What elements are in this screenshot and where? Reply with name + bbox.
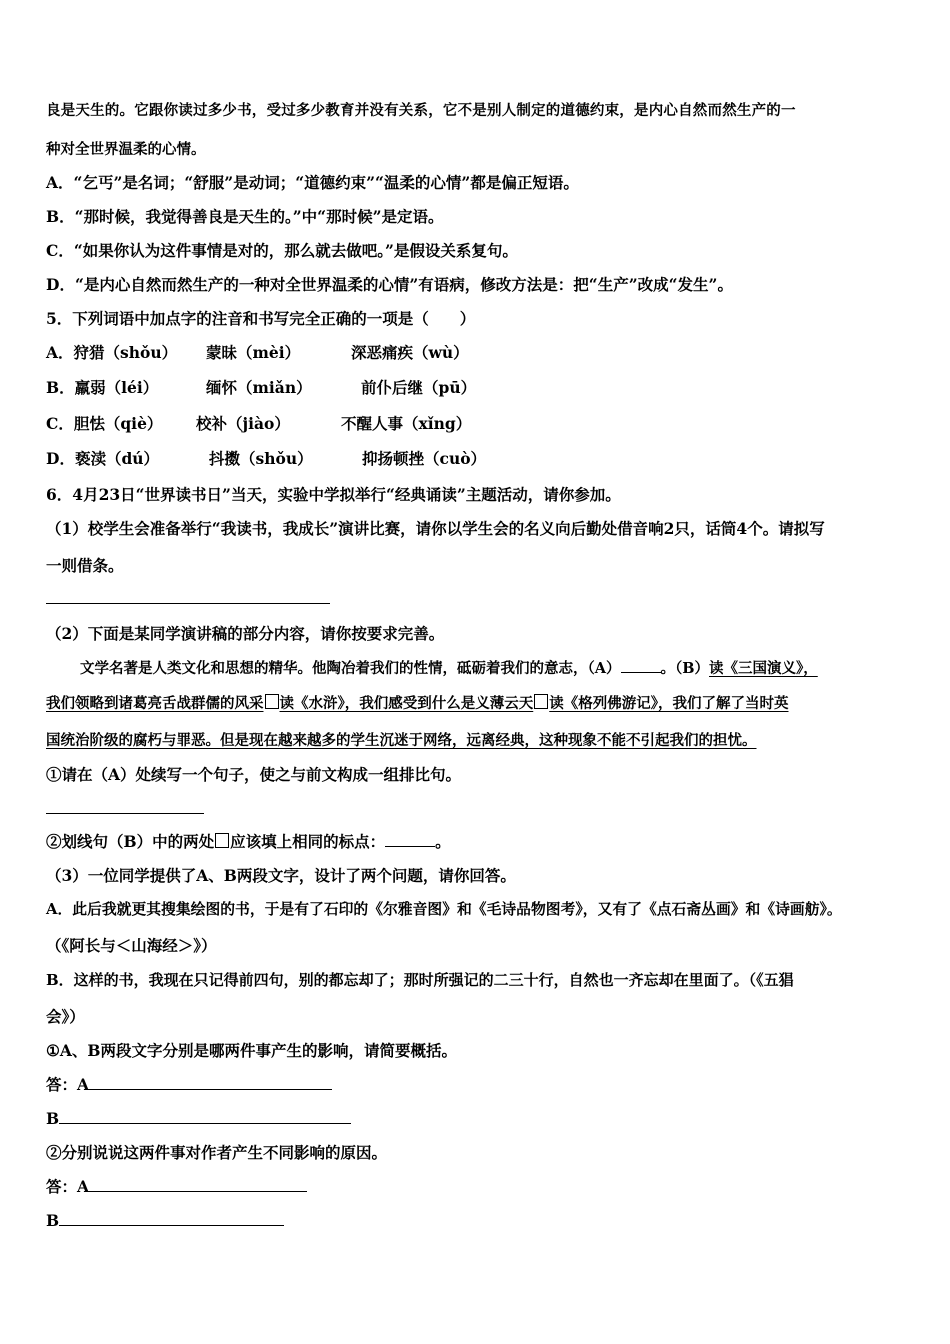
passage-line2-a: 我们领略到诸葛亮舌战群儒的风采 bbox=[46, 695, 264, 712]
passage-line3 bbox=[46, 731, 757, 751]
passage-line1-a: 文学名著是人类文化和思想的精华。他陶冶着我们的性情，砥砺着我们的意志，（A） bbox=[80, 660, 621, 677]
passage-line2-c: 读《格列佛游记》，我们了解了当时英 bbox=[549, 695, 789, 712]
q5-a-word2: 蒙昧（mèi） bbox=[206, 343, 301, 362]
q2-answer-b-label: B bbox=[46, 1211, 60, 1230]
q5-option-d bbox=[46, 449, 486, 469]
q5-b-word2: 缅怀（miǎn） bbox=[206, 378, 312, 397]
q6-sub2 bbox=[46, 832, 451, 852]
q6-sub2-c: 。 bbox=[435, 832, 451, 851]
q2-answer-a-blank[interactable] bbox=[89, 1177, 307, 1192]
q2-answer-b-blank[interactable] bbox=[59, 1211, 284, 1226]
punctuation-box[interactable] bbox=[534, 694, 548, 709]
q6-sub1: ①请在（A）处续写一个句子，使之与前文构成一组排比句。 bbox=[46, 765, 462, 784]
q6-part1-line2: 一则借条。 bbox=[46, 556, 124, 575]
q1-answer-b-blank[interactable] bbox=[59, 1109, 351, 1124]
q5-d-word1: D．亵渎（dú） bbox=[46, 449, 160, 468]
blank-a[interactable] bbox=[621, 658, 661, 673]
passage-line1-c: 读《三国演义》， bbox=[709, 660, 818, 677]
q6-stem: 6．4月23日“世界读书日”当天，实验中学拟举行“经典诵读”主题活动，请你参加。 bbox=[46, 485, 621, 504]
q4-passage-line2: 种对全世界温柔的心情。 bbox=[46, 141, 206, 158]
q6-part1-line1: （1）校学生会准备举行“我读书，我成长”演讲比赛，请你以学生会的名义向后勤处借音响2只，话筒4个。请拟写 bbox=[46, 519, 825, 538]
q6-sub2-a: ②划线句（B）中的两处 bbox=[46, 832, 215, 851]
q2-answer-b[interactable] bbox=[46, 1211, 284, 1231]
text-a-line2: （《阿长与＜山海经＞》） bbox=[46, 936, 217, 955]
q5-d-word3: 抑扬顿挫（cuò） bbox=[362, 449, 487, 468]
text-b-line1: B．这样的书，我现在只记得前四句，别的都忘却了；那时所强记的二三十行，自然也一齐忘却在里面了。（《五猖 bbox=[46, 971, 794, 989]
q6-question1: ①A、B两段文字分别是哪两件事产生的影响，请简要概括。 bbox=[46, 1041, 458, 1060]
q6-part3-stem: （3）一位同学提供了A、B两段文字，设计了两个问题，请你回答。 bbox=[46, 866, 516, 885]
q5-option-a bbox=[46, 343, 469, 363]
q4-option-b: B．“那时候，我觉得善良是天生的。”中“那时候”是定语。 bbox=[46, 207, 444, 226]
text-b-line2: 会》） bbox=[46, 1007, 85, 1026]
q6-question2: ②分别说说这两件事对作者产生不同影响的原因。 bbox=[46, 1143, 388, 1162]
text-a-line1: A．此后我就更其搜集绘图的书，于是有了石印的《尔雅音图》和《毛诗品物图考》，又有了《点石斋丛画》和《诗画舫》。 bbox=[46, 901, 842, 918]
q5-a-word1: A．狩猎（shǒu） bbox=[46, 343, 178, 362]
q1-answer-a[interactable] bbox=[46, 1075, 332, 1095]
q6-sub2-b: 应该填上相同的标点： bbox=[230, 832, 386, 851]
q1-answer-b[interactable] bbox=[46, 1109, 351, 1129]
q5-d-word2: 抖擞（shǒu） bbox=[209, 449, 313, 468]
answer-line-1[interactable] bbox=[46, 603, 330, 604]
q5-c-word3: 不醒人事（xǐng） bbox=[341, 414, 472, 433]
q4-option-c: C．“如果你认为这件事情是对的，那么就去做吧。”是假设关系复句。 bbox=[46, 241, 518, 260]
q5-b-word1: B．羸弱（léi） bbox=[46, 378, 159, 397]
q2-answer-a-label: 答：A bbox=[46, 1177, 90, 1196]
passage-line3-text: 国统治阶级的腐朽与罪恶。但是现在越来越多的学生沉迷于网络，远离经典，这种现象不能不引起我们的担忧。 bbox=[46, 732, 757, 749]
passage-line1 bbox=[80, 658, 818, 679]
q5-c-word2: 校补（jiào） bbox=[196, 414, 290, 433]
q4-passage-line1: 良是天生的。它跟你读过多少书，受过多少教育并没有关系，它不是别人制定的道德约束，是内心自然而然生产的一 bbox=[46, 102, 796, 119]
q6-part2-stem: （2）下面是某同学演讲稿的部分内容，请你按要求完善。 bbox=[46, 624, 445, 643]
punctuation-box[interactable] bbox=[265, 694, 279, 709]
passage-line1-b: 。（B） bbox=[660, 660, 710, 677]
q5-b-word3: 前仆后继（pū） bbox=[361, 378, 477, 397]
q2-answer-a[interactable] bbox=[46, 1177, 307, 1197]
q5-c-word1: C．胆怯（qiè） bbox=[46, 414, 163, 433]
q1-answer-b-label: B bbox=[46, 1109, 60, 1128]
answer-line-2[interactable] bbox=[46, 813, 204, 814]
punctuation-box bbox=[215, 833, 229, 848]
q1-answer-a-label: 答：A bbox=[46, 1075, 90, 1094]
q1-answer-a-blank[interactable] bbox=[89, 1075, 332, 1090]
q5-stem: 5．下列词语中加点字的注音和书写完全正确的一项是（ ） bbox=[46, 309, 476, 328]
q5-a-word3: 深恶痛疾（wù） bbox=[351, 343, 469, 362]
q5-option-b bbox=[46, 378, 476, 398]
q4-option-d: D．“是内心自然而然生产的一种对全世界温柔的心情”有语病，修改方法是：把“生产”改成“发生”。 bbox=[46, 275, 733, 294]
passage-line2-b: 读《水浒》，我们感受到什么是义薄云天 bbox=[279, 695, 534, 712]
q4-option-a: A．“乞丐”是名词；“舒服”是动词；“道德约束”“温柔的心情”都是偏正短语。 bbox=[46, 173, 579, 192]
q5-option-c bbox=[46, 414, 471, 434]
passage-line2 bbox=[46, 694, 789, 714]
blank-punctuation[interactable] bbox=[385, 832, 435, 847]
